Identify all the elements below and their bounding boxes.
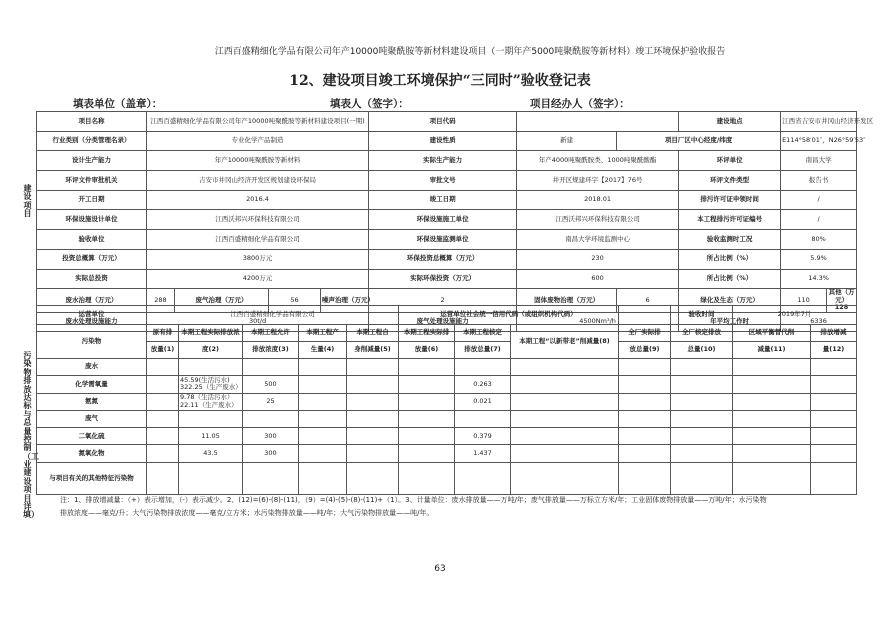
- value: 2016.4: [147, 190, 369, 210]
- value: 江西百盛精细化学品有限公司: [147, 306, 399, 325]
- allowed-conc: 500: [243, 376, 299, 393]
- label: 环评文件审批机关: [37, 171, 147, 191]
- label: 噪声治理（万元）: [321, 289, 369, 312]
- footnote-line: 排放浓度——毫克/升；大气污染物排放浓度——毫克/立方米；水污染物排放量——吨/年；大气污染物排放量——吨/年。: [60, 509, 434, 518]
- value: 110: [781, 289, 827, 312]
- value: 4200万元: [147, 269, 369, 289]
- approved-total: 0.263: [455, 376, 511, 393]
- value: /: [781, 210, 857, 230]
- col-header: 量(12): [811, 342, 857, 359]
- label: 环保设施监测单位: [369, 230, 517, 250]
- approved-total: 1.437: [455, 445, 511, 462]
- col-header: 本期工程允许: [243, 325, 299, 342]
- value: 2019年7月: [733, 306, 857, 325]
- value: [619, 306, 671, 325]
- header-row-1: [37, 325, 857, 342]
- value: 600: [517, 269, 679, 289]
- label: 所占比例（%）: [679, 269, 781, 289]
- label: 废水治理（万元）: [37, 289, 147, 312]
- row-project-name: [37, 112, 857, 132]
- label: 排污许可证申领时间: [679, 190, 781, 210]
- actual-conc: 45.59(生活污水) 322.25（生产废水）: [180, 375, 242, 392]
- pollutant-name: 氨氮: [37, 393, 147, 410]
- row-capacity: [37, 151, 857, 171]
- value: 吉安市井冈山经济开发区规划建设环保局: [147, 171, 369, 191]
- col-header: 身削减量(5): [347, 342, 399, 359]
- col-header: 度(2): [179, 342, 243, 359]
- page-number: 63: [434, 564, 446, 574]
- label: 废水处理设施能力: [37, 312, 147, 332]
- col-header: 全厂核定排放: [671, 325, 733, 342]
- pollutant-name: 二氧化硫: [37, 428, 147, 445]
- value: 江西沃邦兴环保科技有限公司: [517, 210, 679, 230]
- row-actual-investment: [37, 269, 857, 289]
- col-header: 本期工程实际排: [399, 325, 455, 342]
- fill-person-label: 填表人（签字）：: [330, 98, 409, 110]
- value: 报告书: [781, 171, 857, 191]
- value: 230: [517, 249, 679, 269]
- value: 专业化学产品制造: [147, 131, 369, 151]
- col-header: 本期工程实际排放浓: [179, 325, 243, 342]
- page-title: 12、建设项目竣工环境保护“三同时”验收登记表: [289, 73, 591, 89]
- row-approval: [37, 171, 857, 191]
- table-row: [37, 410, 857, 427]
- table-row: [37, 445, 857, 462]
- actual-conc: 11.05: [179, 428, 243, 445]
- value: 5.9%: [781, 249, 857, 269]
- table-row: [37, 359, 857, 376]
- label: 设计生产能力: [37, 151, 147, 171]
- label: 实际生产能力: [369, 151, 517, 171]
- value: 年产4000吨聚酰胺类、1000吨聚酰酸酯: [517, 151, 679, 171]
- value: 128: [834, 303, 849, 312]
- col-header: 放量(1): [147, 342, 179, 359]
- label: 建设地点: [679, 112, 781, 132]
- row-acceptance: [37, 230, 857, 250]
- col-header: 放量(6): [399, 342, 455, 359]
- label: 运营单位社会统一信用代码（或组织机构代码）: [399, 306, 619, 325]
- pollutant-table: [36, 305, 857, 495]
- value: 江西沃邦兴环保科技有限公司: [147, 210, 369, 230]
- label: 投资总概算（万元）: [37, 249, 147, 269]
- approved-total: 0.021: [455, 393, 511, 410]
- label: 环保设施施工单位: [369, 210, 517, 230]
- row-investment-estimate: [37, 249, 857, 269]
- value: 80%: [781, 230, 857, 250]
- col-header: 排放增减: [811, 325, 857, 342]
- col-header: 减量(11): [733, 342, 811, 359]
- section-label-pollutant: 污染物排放达标与总量控制（工业建设项目详填）: [23, 351, 39, 520]
- label: 环保投资总概算（万元）: [369, 249, 517, 269]
- pollutant-name: 与项目有关的其他特征污染物: [37, 462, 147, 494]
- value: 南昌大学环境监测中心: [517, 230, 679, 250]
- value: 2: [369, 289, 517, 312]
- label: 环评文件类型: [679, 171, 781, 191]
- value: 6336: [781, 312, 857, 332]
- row-operator: [37, 306, 857, 325]
- value: 井开区规建环字【2017】76号: [517, 171, 679, 191]
- actual-conc: 43.5: [179, 445, 243, 462]
- col-header: 本期工程核定: [455, 325, 511, 342]
- value: 30t/d: [147, 312, 369, 332]
- label: 行业类别（分类管理名录）: [37, 131, 147, 151]
- value: [517, 112, 679, 132]
- table-row: [37, 462, 857, 494]
- label: 运营单位: [37, 306, 147, 325]
- allowed-conc: 25: [243, 393, 299, 410]
- value: 年产10000吨聚酰胺等新材料: [147, 151, 369, 171]
- col-header: 全厂实际排: [619, 325, 671, 342]
- value: 4500Nm³/h: [517, 312, 679, 332]
- label: 开工日期: [37, 190, 147, 210]
- label: 竣工日期: [369, 190, 517, 210]
- label: 审批文号: [369, 171, 517, 191]
- label: 所占比例（%）: [679, 249, 781, 269]
- value: 新建: [517, 131, 617, 151]
- project-manager-label: 项目经办人（签字）：: [530, 98, 630, 110]
- label: 验收时间: [671, 306, 733, 325]
- col-header: 总量(10): [671, 342, 733, 359]
- col-header: 区域平衡替代削: [733, 325, 811, 342]
- header-row-2: [37, 342, 857, 359]
- col-header: 排放浓度(3): [243, 342, 299, 359]
- col-header: 排放总量(7): [455, 342, 511, 359]
- value: /: [781, 190, 857, 210]
- signer-row: [0, 96, 880, 110]
- col-header: 本期工程“以新带老”削减量(8): [511, 325, 619, 359]
- label: 建设性质: [369, 131, 517, 151]
- running-header: 江西百盛精细化学品有限公司年产10000吨聚酰胺等新材料建设项目（一期年产5000吨聚酰胺等新材料）竣工环境保护验收报告: [214, 47, 726, 57]
- value: 江西省吉安市井冈山经济开发区: [781, 112, 857, 132]
- value: 江西百盛精细化学品有限公司年产10000吨聚酰胺等新材料建设项目(一期): [147, 112, 369, 132]
- label: 环评单位: [679, 151, 781, 171]
- table-row: [37, 428, 857, 445]
- label: 废气治理（万元）: [175, 289, 269, 312]
- approved-total: 0.379: [455, 428, 511, 445]
- col-header: 原有排: [147, 325, 179, 342]
- label: 验收单位: [37, 230, 147, 250]
- actual-conc: 9.78（生活污水） 22.11（生产废水）: [179, 393, 243, 410]
- label: 其他（万元）: [828, 288, 855, 304]
- value: E114°58′01″，N26°59′53″: [781, 131, 857, 151]
- value: 56: [269, 289, 321, 312]
- allowed-conc: 300: [243, 445, 299, 462]
- footnote: [60, 494, 840, 521]
- label: 固体废物治理（万元）: [517, 289, 617, 312]
- label: 年平均工作时: [679, 312, 781, 332]
- col-header: 放总量(9): [619, 342, 671, 359]
- row-dates: [37, 190, 857, 210]
- value: 288: [147, 289, 175, 312]
- col-pollutant: 污染物: [37, 325, 147, 359]
- pollutant-name: 化学需氧量: [37, 376, 147, 393]
- label: 实际环保投资（万元）: [369, 269, 517, 289]
- value: 2018.01: [517, 190, 679, 210]
- label: 项目名称: [37, 112, 147, 132]
- value: 6: [617, 289, 679, 312]
- value: 南昌大学: [781, 151, 857, 171]
- value: 江西百盛精细化学品有限公司: [147, 230, 369, 250]
- value: 14.3%: [781, 269, 857, 289]
- row-design-unit: [37, 210, 857, 230]
- table-row: [37, 376, 857, 393]
- pollutant-name: 废水: [37, 359, 147, 376]
- label: 项目代码: [369, 112, 517, 132]
- value: 3800万元: [147, 249, 369, 269]
- row-industry: [37, 131, 857, 151]
- col-header: 生量(4): [299, 342, 347, 359]
- label: 废气处理设施能力: [369, 312, 517, 332]
- fill-unit-label: 填表单位（盖章）：: [73, 98, 163, 110]
- pollutant-name: 废气: [37, 410, 147, 427]
- label: 实际总投资: [37, 269, 147, 289]
- pollutant-name: 氮氧化物: [37, 445, 147, 462]
- label: 环保设施设计单位: [37, 210, 147, 230]
- section-label-project: 建设项目: [23, 184, 32, 219]
- allowed-conc: 300: [243, 428, 299, 445]
- col-header: 本期工程产: [299, 325, 347, 342]
- label: 本工程排污许可证编号: [679, 210, 781, 230]
- col-header: 本期工程自: [347, 325, 399, 342]
- footnote-line: 注：1、排放增减量：（+）表示增加，（-）表示减少。2、(12)=(6)-(8)-(11)，（9）=(4)-(5)-(8)-(11)+（1）。3、计量单位：废水排放量——万吨/年；废气排放量——万标立方米/年；工业固体废物排放量——万吨/年；水污染物: [60, 496, 767, 504]
- project-info-table: [36, 111, 874, 332]
- table-row: [37, 393, 857, 410]
- label: 项目厂区中心经度/纬度: [617, 131, 781, 151]
- label: 验收监测时工况: [679, 230, 781, 250]
- label: 绿化及生态（万元）: [679, 289, 781, 312]
